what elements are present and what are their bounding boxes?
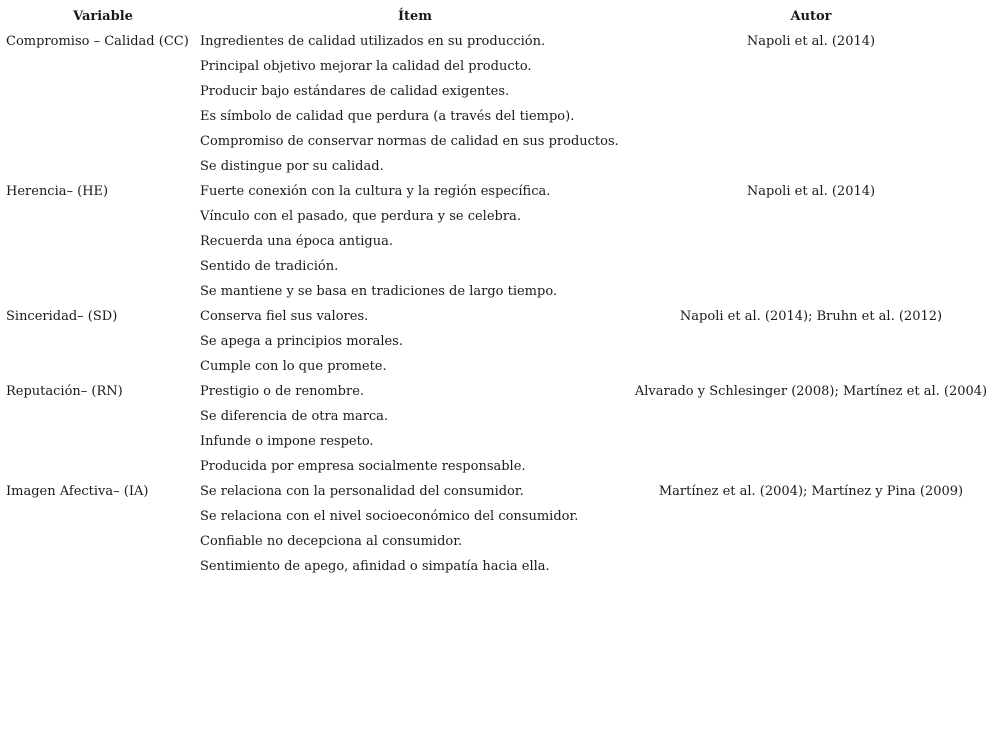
- variable-cell: Compromiso – Calidad (CC): [6, 34, 189, 49]
- item-cell: Se relaciona con la personalidad del consumidor.: [200, 484, 524, 499]
- variable-cell: Reputación– (RN): [6, 384, 123, 399]
- item-cell: Prestigio o de renombre.: [200, 384, 365, 399]
- item-cell: Fuerte conexión con la cultura y la región específica.: [200, 184, 551, 199]
- variable-cell: [6, 279, 200, 304]
- autor-cell: Napoli et al. (2014): [746, 184, 876, 199]
- variable-cell: Herencia– (HE): [6, 184, 109, 199]
- item-cell: Compromiso de conservar normas de calidad en sus productos.: [200, 134, 619, 149]
- table-row: [6, 379, 992, 404]
- table-row: [6, 404, 992, 429]
- item-cell: Es símbolo de calidad que perdura (a través del tiempo).: [200, 109, 575, 124]
- autor-cell: [630, 429, 992, 454]
- table-row: [6, 54, 992, 79]
- table-row: [6, 104, 992, 129]
- autor-cell: [630, 204, 992, 229]
- variable-cell: [6, 404, 200, 429]
- item-cell: Recuerda una época antigua.: [200, 234, 393, 249]
- table-row: [6, 79, 992, 104]
- variable-cell: [6, 329, 200, 354]
- table-row: [6, 554, 992, 579]
- variable-cell: Sinceridad– (SD): [6, 309, 118, 324]
- item-cell: Se diferencia de otra marca.: [200, 409, 389, 424]
- variable-cell: [6, 54, 200, 79]
- item-cell: Confiable no decepciona al consumidor.: [200, 534, 463, 549]
- table-header-row: [6, 4, 992, 29]
- header-item: Ítem: [397, 9, 433, 24]
- header-autor: Autor: [790, 9, 832, 24]
- autor-cell: [630, 104, 992, 129]
- variable-cell: [6, 229, 200, 254]
- variable-cell: [6, 254, 200, 279]
- autor-cell: Napoli et al. (2014): [746, 34, 876, 49]
- autor-cell: Napoli et al. (2014); Bruhn et al. (2012): [679, 309, 943, 324]
- variable-cell: [6, 504, 200, 529]
- autor-cell: [630, 454, 992, 479]
- variable-cell: [6, 454, 200, 479]
- autor-cell: [630, 329, 992, 354]
- autor-cell: [630, 229, 992, 254]
- variable-cell: [6, 104, 200, 129]
- variable-cell: Imagen Afectiva– (IA): [6, 484, 149, 499]
- table-row: [6, 504, 992, 529]
- item-cell: Conserva fiel sus valores.: [200, 309, 369, 324]
- table-row: [6, 429, 992, 454]
- table-row: [6, 354, 992, 379]
- autor-cell: [630, 254, 992, 279]
- table-row: [6, 279, 992, 304]
- autor-cell: [630, 154, 992, 179]
- autor-cell: Martínez et al. (2004); Martínez y Pina (2009): [658, 484, 964, 499]
- variable-cell: [6, 354, 200, 379]
- autor-cell: [630, 354, 992, 379]
- header-variable: Variable: [73, 9, 133, 24]
- autor-cell: [630, 554, 992, 579]
- item-cell: Vínculo con el pasado, que perdura y se celebra.: [200, 209, 521, 224]
- variable-cell: [6, 79, 200, 104]
- item-cell: Se distingue por su calidad.: [200, 159, 384, 174]
- autor-cell: [630, 129, 992, 154]
- item-cell: Sentido de tradición.: [200, 259, 339, 274]
- table-row: [6, 179, 992, 204]
- table-row: [6, 254, 992, 279]
- item-cell: Se relaciona con el nivel socioeconómico del consumidor.: [200, 509, 579, 524]
- variable-cell: [6, 204, 200, 229]
- autor-cell: [630, 54, 992, 79]
- autor-cell: [630, 504, 992, 529]
- autor-cell: [630, 279, 992, 304]
- autor-cell: [630, 404, 992, 429]
- item-cell: Principal objetivo mejorar la calidad del producto.: [200, 59, 532, 74]
- variable-cell: [6, 529, 200, 554]
- autor-cell: [630, 529, 992, 554]
- item-cell: Producida por empresa socialmente responsable.: [200, 459, 526, 474]
- autor-cell: Alvarado y Schlesinger (2008); Martínez et al. (2004): [634, 384, 988, 399]
- table-row: [6, 454, 992, 479]
- variable-cell: [6, 429, 200, 454]
- variable-cell: [6, 554, 200, 579]
- table-row: [6, 204, 992, 229]
- table-row: [6, 229, 992, 254]
- table-row: [6, 154, 992, 179]
- item-cell: Cumple con lo que promete.: [200, 359, 387, 374]
- table-row: [6, 329, 992, 354]
- table-body: [6, 29, 992, 579]
- table-row: [6, 304, 992, 329]
- autor-cell: [630, 79, 992, 104]
- item-cell: Producir bajo estándares de calidad exigentes.: [200, 84, 510, 99]
- item-cell: Se apega a principios morales.: [200, 334, 403, 349]
- item-cell: Se mantiene y se basa en tradiciones de largo tiempo.: [200, 284, 558, 299]
- variable-cell: [6, 154, 200, 179]
- table-row: [6, 529, 992, 554]
- table-row: [6, 129, 992, 154]
- item-cell: Infunde o impone respeto.: [200, 434, 374, 449]
- variable-cell: [6, 129, 200, 154]
- item-cell: Sentimiento de apego, afinidad o simpatía hacia ella.: [200, 559, 550, 574]
- table-row: [6, 29, 992, 54]
- item-cell: Ingredientes de calidad utilizados en su producción.: [200, 34, 546, 49]
- table-row: [6, 479, 992, 504]
- variables-table: [6, 4, 992, 579]
